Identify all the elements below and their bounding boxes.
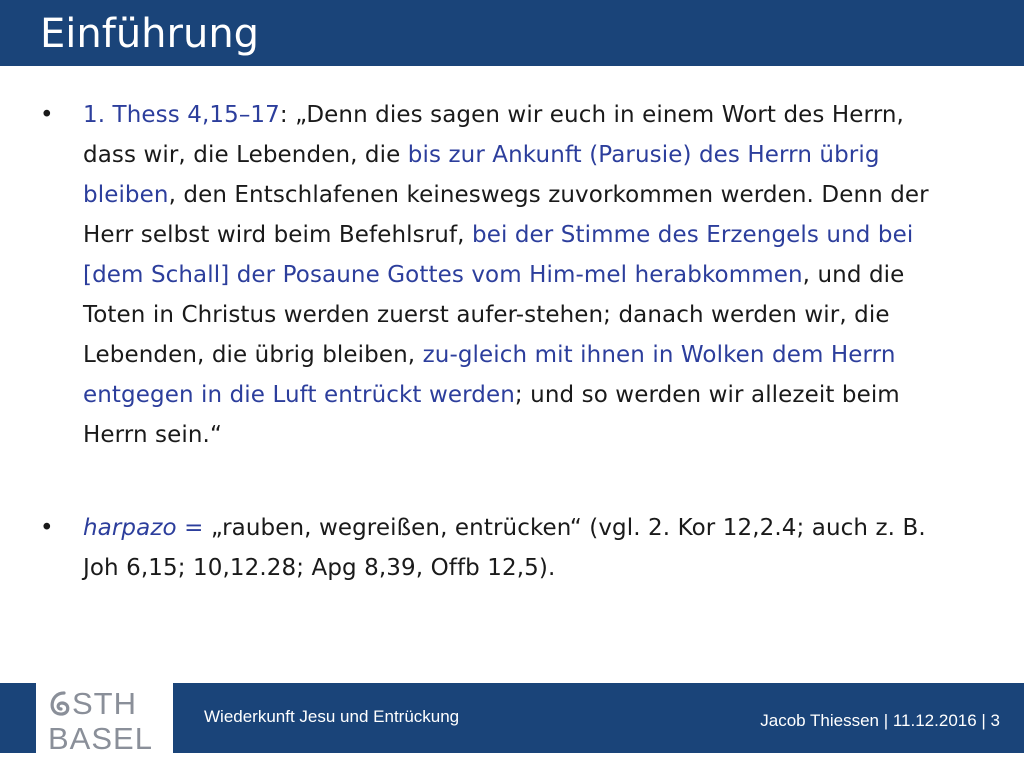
text-segment: : „Denn dies sagen wir euch in einem Wort des Herrn, — [279, 102, 904, 128]
text-segment: bis zur Ankunft (Parusie) des Herrn übrig — [407, 142, 880, 168]
bullet-line — [83, 335, 983, 375]
footer-presentation-title: Wiederkunft Jesu und Entrückung — [204, 707, 460, 726]
bullet-marker: • — [40, 102, 54, 128]
slide-title: Einführung — [40, 11, 260, 57]
bullet-line — [83, 375, 983, 415]
text-segment: zu-gleich mit ihnen in Wolken dem Herrn — [422, 342, 896, 368]
text-segment: ; und so werden wir allezeit beim — [514, 382, 900, 408]
logo-line2: BASEL — [48, 721, 153, 753]
text-segment: bleiben — [83, 182, 169, 208]
text-segment: Toten in Christus werden zuerst aufer-stehen; danach werden wir, die — [83, 302, 890, 328]
bullet-line — [83, 415, 983, 455]
bullet-line — [83, 135, 983, 175]
logo-line1: STH — [72, 686, 137, 721]
text-segment: bei der Stimme des Erzengels und bei — [472, 222, 914, 248]
footer-author-date-page: Jacob Thiessen | 11.12.2016 | 3 — [760, 711, 1000, 730]
bullet-line — [83, 508, 983, 548]
text-segment: , den Entschlafenen keineswegs zuvorkommen werden. Denn der — [168, 182, 929, 208]
text-segment: Herrn sein.“ — [83, 422, 222, 448]
bullet-text — [83, 508, 983, 588]
bullet-text — [83, 95, 983, 455]
sth-basel-logo — [36, 683, 173, 753]
bullet-line — [83, 95, 983, 135]
bullet-line — [83, 548, 983, 588]
bullet-line — [83, 295, 983, 335]
logo-icon — [36, 683, 173, 753]
bullet-line — [83, 215, 983, 255]
text-segment: , und die — [802, 262, 905, 288]
bullet-line — [83, 255, 983, 295]
text-segment: 1. Thess 4,15–17 — [83, 102, 280, 128]
text-segment: harpazo — [83, 515, 177, 541]
bullet-line — [83, 175, 983, 215]
text-segment: „rauben, wegreißen, entrücken“ (vgl. 2. Kor 12,2.4; auch z. B. — [210, 515, 926, 541]
text-segment: dass wir, die Lebenden, die — [83, 142, 408, 168]
text-segment: Herr selbst wird beim Befehlsruf, — [83, 222, 472, 248]
text-segment: Joh 6,15; 10,12.28; Apg 8,39, Offb 12,5). — [83, 555, 556, 581]
text-segment: = — [176, 515, 211, 541]
text-segment: Lebenden, die übrig bleiben, — [83, 342, 423, 368]
text-segment: [dem Schall] der Posaune Gottes vom Him-mel herabkommen — [83, 262, 803, 288]
title-bar — [0, 0, 1024, 66]
text-segment: entgegen in die Luft entrückt werden — [83, 382, 515, 408]
bullet-marker: • — [40, 515, 54, 541]
